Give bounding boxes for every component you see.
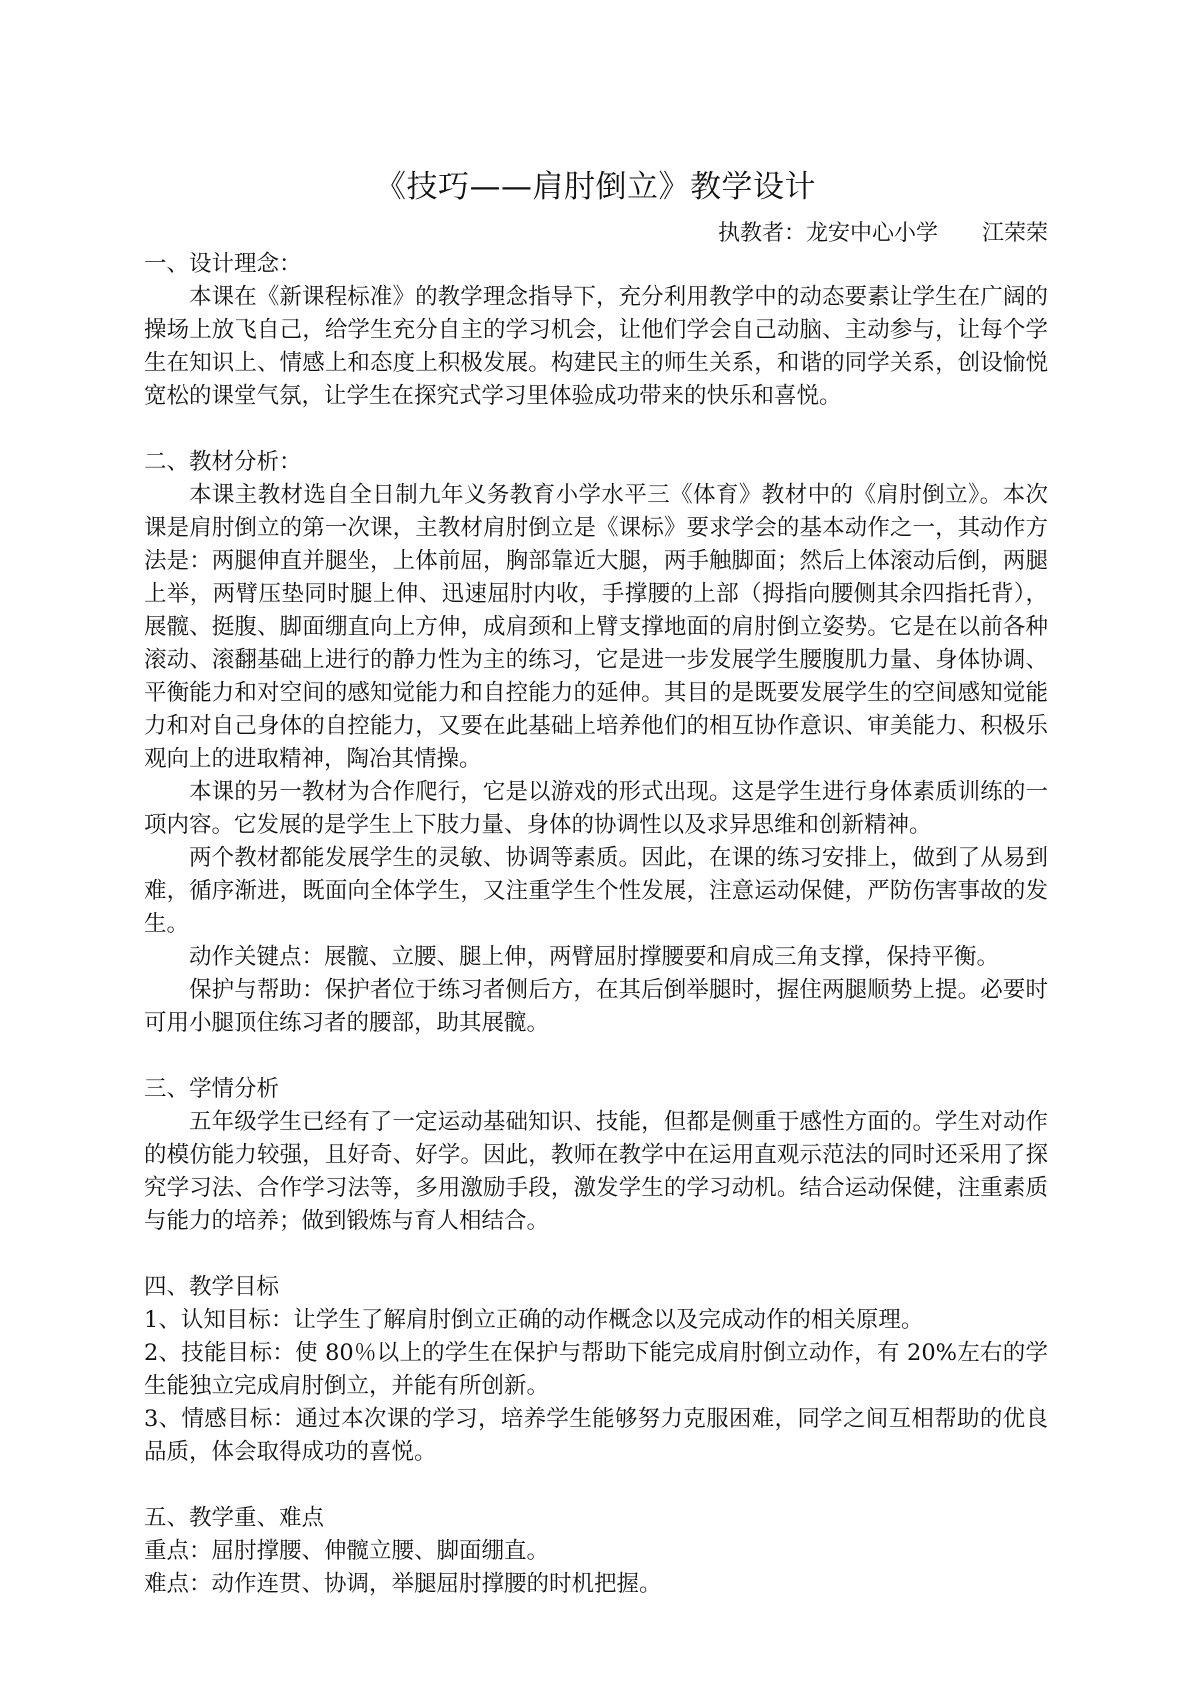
paragraph-key-points: 动作关键点：展髋、立腰、腿上伸，两臂屈肘撑腰要和肩成三角支撑，保持平衡。 xyxy=(189,944,1000,970)
paragraph-protection-help: 保护与帮助：保护者位于练习者侧后方，在其后倒举腿时，握住两腿顺势上提。必要时可用小腿顶住练习者的腰部，助其展髋。 xyxy=(144,977,1048,1036)
spacer xyxy=(144,1469,1048,1502)
list-item-affective-objective: 3、情感目标：通过本次课的学习，培养学生能够努力克服困难，同学之间互相帮助的优良品质，体会取得成功的喜悦。 xyxy=(144,1406,1048,1465)
list-item-skill-objective: 2、技能目标：使 80％以上的学生在保护与帮助下能完成肩肘倒立动作，有 20%左右的学生能独立完成肩肘倒立，并能有所创新。 xyxy=(144,1340,1048,1399)
list-item-cognitive-objective: 1、认知目标：让学生了解肩肘倒立正确的动作概念以及完成动作的相关原理。 xyxy=(144,1307,924,1333)
document-title: 《技巧——肩肘倒立》教学设计 xyxy=(375,169,816,205)
list-item-difficult-point: 难点：动作连贯、协调，举腿屈肘撑腰的时机把握。 xyxy=(144,1571,662,1597)
section-heading-teaching-objectives: 四、教学目标 xyxy=(144,1274,280,1300)
document-body xyxy=(144,248,1048,1601)
paragraph-secondary-material: 本课的另一教材为合作爬行，它是以游戏的形式出现。这是学生进行身体素质训练的一项内容。它发展的是学生上下肢力量、身体的协调性以及求异思维和创新精神。 xyxy=(144,779,1048,838)
spacer xyxy=(144,1040,1048,1073)
section-heading-material-analysis: 二、教材分析： xyxy=(144,449,302,475)
paragraph-design-concept: 本课在《新课程标准》的教学理念指导下，充分利用教学中的动态要素让学生在广阔的操场上放飞自己，给学生充分自主的学习机会，让他们学会自己动脑、主动参与，让每个学生在知识上、情感上和态度上积极发展。构建民主的师生关系，和谐的同学关系，创设愉悦宽松的课堂气氛，让学生在探究式学习里体验成功带来的快乐和喜悦。 xyxy=(144,284,1048,409)
section-heading-key-difficult-points: 五、教学重、难点 xyxy=(144,1505,325,1531)
section-heading-student-analysis: 三、学情分析 xyxy=(144,1076,280,1102)
paragraph-material-arrangement: 两个教材都能发展学生的灵敏、协调等素质。因此，在课的练习安排上，做到了从易到难，循序渐进，既面向全体学生，又注重学生个性发展，注意运动保健，严防伤害事故的发生。 xyxy=(144,845,1048,937)
author-line: 执教者：龙安中心小学 江荣荣 xyxy=(717,221,1048,246)
list-item-key-point: 重点：屈肘撑腰、伸髋立腰、脚面绷直。 xyxy=(144,1538,550,1564)
spacer xyxy=(144,1238,1048,1271)
paragraph-main-material: 本课主教材选自全日制九年义务教育小学水平三《体育》教材中的《肩肘倒立》。本次课是肩肘倒立的第一次课，主教材肩肘倒立是《课标》要求学会的基本动作之一，其动作方法是：两腿伸直并腿坐，上体前屈，胸部靠近大腿，两手触脚面；然后上体滚动后倒，两腿上举，两臂压垫同时腿上伸、迅速屈肘内收，手撑腰的上部（拇指向腰侧其余四指托背），展髋、挺腹、脚面绷直向上方伸，成肩颈和上臂支撑地面的肩肘倒立姿势。它是在以前各种滚动、滚翻基础上进行的静力性为主的练习，它是进一步发展学生腰腹肌力量、身体协调、平衡能力和对空间的感知觉能力和自控能力的延伸。其目的是既要发展学生的空间感知觉能力和对自己身体的自控能力，又要在此基础上培养他们的相互协作意识、审美能力、积极乐观向上的进取精神，陶冶其情操。 xyxy=(144,482,1048,772)
section-heading-design-concept: 一、设计理念： xyxy=(144,251,302,277)
paragraph-student-analysis: 五年级学生已经有了一定运动基础知识、技能，但都是侧重于感性方面的。学生对动作的模仿能力较强，且好奇、好学。因此，教师在教学中在运用直观示范法的同时还采用了探究学习法、合作学习法等，多用激励手段，激发学生的学习动机。结合运动保健，注重素质与能力的培养；做到锻炼与育人相结合。 xyxy=(144,1109,1048,1234)
spacer xyxy=(144,413,1048,446)
